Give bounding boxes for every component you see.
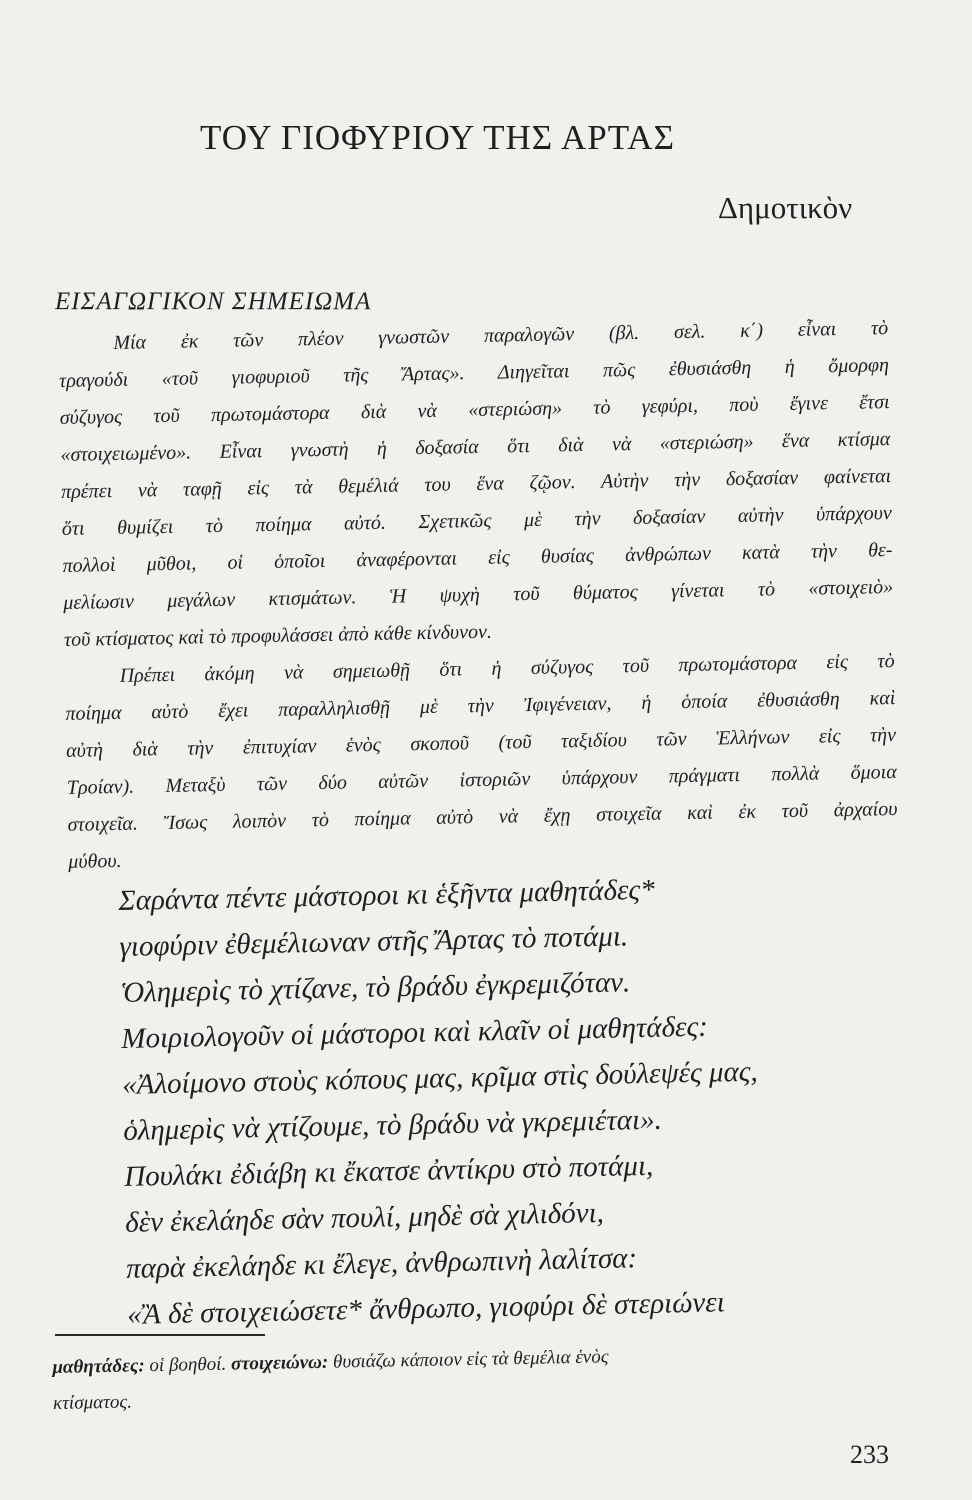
prose-line: τοῦ κτίσματος καὶ τὸ προφυλάσσει ἀπὸ κάθε κίνδυνον.: [63, 620, 493, 651]
prose-line: Πρέπει ἀκόμη νὰ σημειωθῇ ὅτι ἡ σύζυγος τοῦ πρωτομάστορα εἰς τὸ: [119, 650, 895, 687]
verse-line: γιοφύριν ἐθεμέλιωναν στῆς Ἄρτας τὸ ποτάμι.: [119, 920, 629, 963]
verse-line: ὁλημερὶς νὰ χτίζουμε, τὸ βράδυ νὰ γκρεμιέται».: [122, 1103, 663, 1147]
verse-line: Ὁλημερὶς τὸ χτίζανε, τὸ βράδυ ἐγκρεμιζόταν.: [120, 966, 631, 1009]
prose-line: αὐτὴ διὰ τὴν ἐπιτυχίαν ἑνὸς σκοποῦ (τοῦ ταξιδίου τῶν Ἑλλήνων εἰς τὴν: [65, 723, 897, 762]
prose-line: στοιχεῖα. Ἴσως λοιπὸν τὸ ποίημα αὐτὸ νὰ ἔχῃ στοιχεῖα καὶ ἐκ τοῦ ἀρχαίου: [67, 797, 898, 836]
prose-line: Μία ἐκ τῶν πλέον γνωστῶν παραλογῶν (βλ. σελ. κ΄) εἶναι τὸ: [113, 317, 889, 354]
prose-line: Τροίαν). Μεταξὺ τῶν δύο αὐτῶν ἱστοριῶν ὑπάρχουν πράγματι πολλὰ ὅμοια: [66, 760, 897, 799]
prose-line: ποίημα αὐτὸ ἔχει παραλληλισθῇ μὲ τὴν Ἰφιγένειαν, ἡ ὁποία ἐθυσιάσθη καὶ: [65, 686, 896, 725]
verse-line: Μοιριολογοῦν οἱ μάστοροι καὶ κλαῖν οἱ μαθητάδες:: [121, 1010, 709, 1055]
verse-line: δὲν ἐκελάηδε σὰν πουλί, μηδὲ σὰ χιλιδόνι,: [124, 1196, 605, 1239]
intro-heading: ΕΙΣΑΓΩΓΙΚΟΝ ΣΗΜΕΙΩΜΑ: [55, 288, 372, 315]
prose-line: ὅτι θυμίζει τὸ ποίημα αὐτό. Σχετικῶς μὲ τὴν δοξασίαν αὐτὴν ὑπάρχουν: [61, 502, 892, 540]
prose-line: μύθου.: [68, 849, 122, 873]
footnote-line: κτίσματος.: [52, 1391, 133, 1414]
footnote: [52, 1333, 913, 1421]
verse-line: «Ἀλοίμονο στοὺς κόπους μας, κρῖμα στὶς δούλεψές μας,: [122, 1055, 759, 1101]
verse-line: «Ἂ δὲ στοιχειώσετε* ἄνθρωπο, γιοφύρι δὲ στεριώνει: [126, 1286, 726, 1331]
footnote-term: μαθητάδες:: [52, 1355, 145, 1378]
poem-subtitle: Δημοτικὸν: [718, 190, 853, 225]
verse-line: παρὰ ἐκελάηδε κι ἔλεγε, ἀνθρωπινὴ λαλίτσα:: [125, 1242, 638, 1285]
prose-line: «στοιχειωμένο». Εἶναι γνωστὴ ἡ δοξασία ὅτι διὰ νὰ «στεριώση» ἕνα κτίσμα: [60, 428, 891, 466]
prose-line: τραγούδι «τοῦ γιοφυριοῦ τῆς Ἄρτας». Διηγεῖται πῶς ἐθυσιάσθη ἡ ὄμορφη: [58, 354, 890, 392]
prose-line: σύζυγος τοῦ πρωτομάστορα διὰ νὰ «στεριώση» τὸ γεφύρι, ποὺ ἔγινε ἔτσι: [59, 391, 890, 429]
footnote-divider: [55, 1334, 265, 1336]
prose-line: μελίωσιν μεγάλων κτισμάτων. Ἡ ψυχὴ τοῦ θύματος γίνεται τὸ «στοιχειὸ»: [63, 576, 894, 614]
footnote-definition: θυσιάζω κάποιον εἰς τὰ θεμέλια ἑνὸς: [328, 1346, 609, 1373]
intro-text: [58, 310, 899, 881]
footnote-definition: οἱ βοηθοί.: [144, 1353, 232, 1377]
footnote-term: στοιχειώνω:: [230, 1351, 329, 1375]
prose-line: πρέπει νὰ ταφῇ εἰς τὰ θεμέλιά του ἕνα ζῷον. Αὐτὴν τὴν δοξασίαν φαίνεται: [60, 465, 892, 503]
page-number: 233: [850, 1440, 889, 1469]
verse-line: Πουλάκι ἐδιάβη κι ἔκατσε ἀντίκρυ στὸ ποτάμι,: [123, 1149, 654, 1193]
prose-line: πολλοὶ μῦθοι, οἱ ὁποῖοι ἀναφέρονται εἰς θυσίας ἀνθρώπων κατὰ τὴν θε-: [62, 539, 893, 577]
poem-verses: [118, 862, 907, 1338]
poem-title: ΤΟΥ ΓΙΟΦΥΡΙΟΥ ΤΗΣ ΑΡΤΑΣ: [200, 118, 675, 157]
verse-line: Σαράντα πέντε μάστοροι κι ἑξῆντα μαθητάδες*: [118, 873, 655, 917]
